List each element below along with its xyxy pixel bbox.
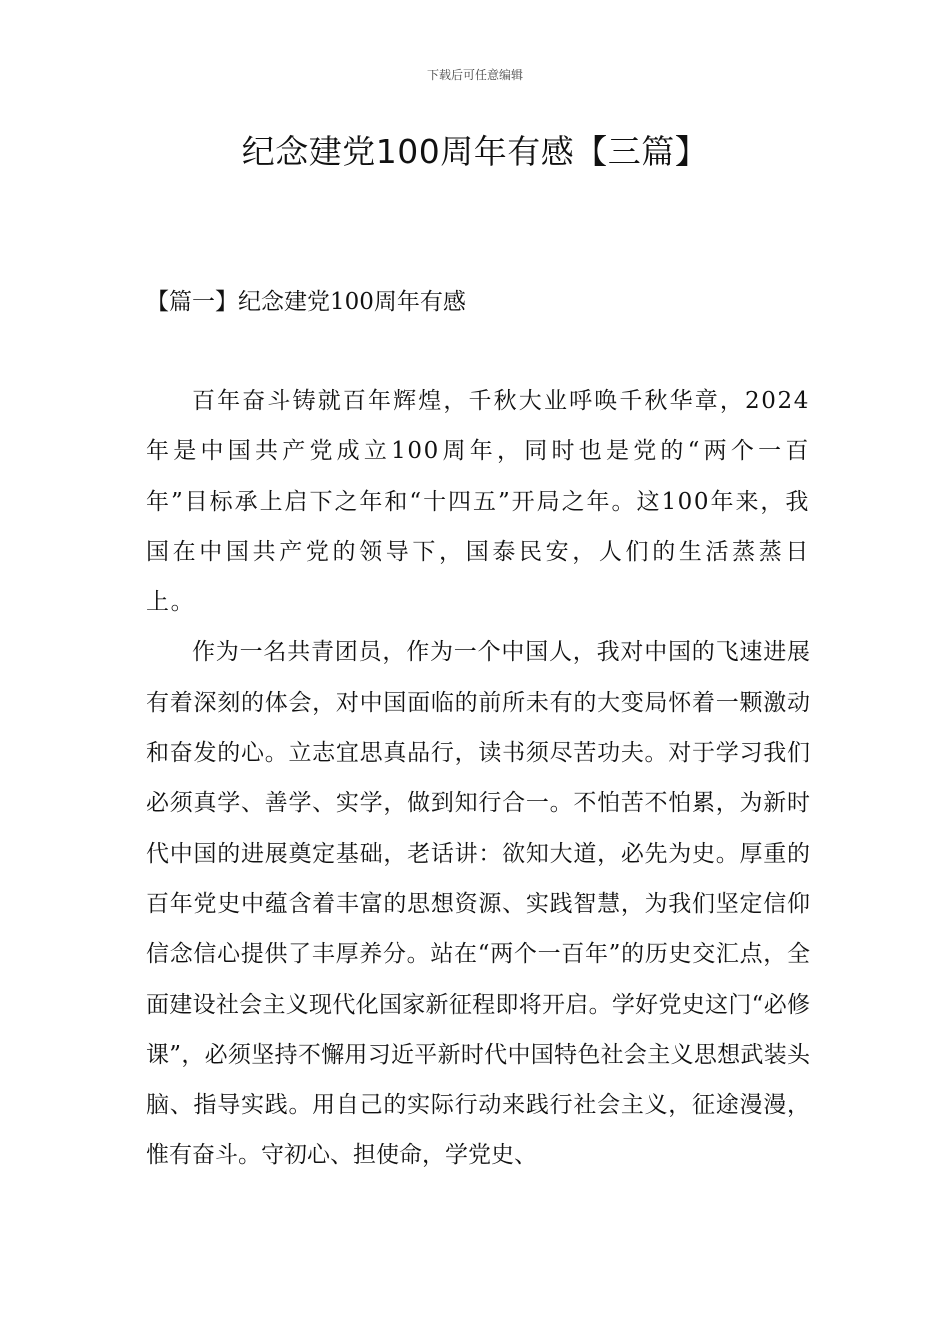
document-body	[146, 376, 810, 1181]
paragraph: 百年奋斗铸就百年辉煌，千秋大业呼唤千秋华章，2024年是中国共产党成立100周年，同时也是党的“两个一百年”目标承上启下之年和“十四五”开局之年。这100年来，我国在中国共产党的领导下，国泰民安，人们的生活蒸蒸日上。	[146, 388, 810, 616]
section-heading: 【篇一】纪念建党100周年有感	[146, 289, 466, 315]
header-note: 下载后可任意编辑	[426, 68, 523, 82]
paragraph: 作为一名共青团员，作为一个中国人，我对中国的飞速进展有着深刻的体会，对中国面临的前所未有的大变局怀着一颗激动和奋发的心。立志宜思真品行，读书须尽苦功夫。对于学习我们必须真学、善学、实学，做到知行合一。不怕苦不怕累，为新时代中国的进展奠定基础，老话讲：欲知大道，必先为史。厚重的百年党史中蕴含着丰富的思想资源、实践智慧，为我们坚定信仰信念信心提供了丰厚养分。站在“两个一百年”的历史交汇点，全面建设社会主义现代化国家新征程即将开启。学好党史这门“必修课”，必须坚持不懈用习近平新时代中国特色社会主义思想武装头脑、指导实践。用自己的实际行动来践行社会主义，征途漫漫，惟有奋斗。守初心、担使命，学党史、	[146, 639, 810, 1169]
document-title: 纪念建党100周年有感【三篇】	[241, 132, 709, 171]
